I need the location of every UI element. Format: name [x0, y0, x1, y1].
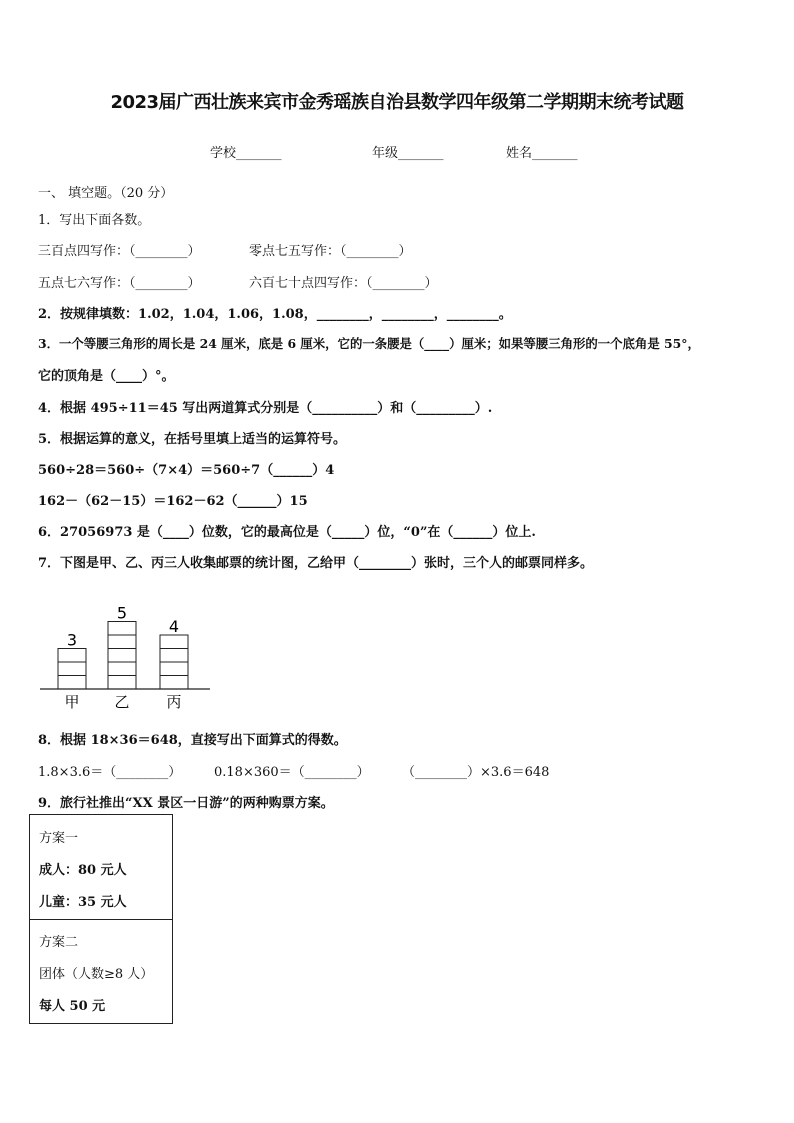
plan1-adult: 成人：80 元人 [39, 863, 127, 878]
q5-b: 162－（62－15）＝162－62（______）15 [38, 494, 308, 509]
bar-cell-乙-2 [108, 662, 136, 676]
q6: 6．27056973 是（____）位数，它的最高位是（_____）位，“0”在（______）位上. [38, 525, 536, 540]
plans-table [29, 814, 173, 1024]
bar-cell-甲-2 [58, 662, 86, 676]
q3-line2: 它的顶角是（____）°。 [38, 369, 175, 384]
bar-cell-甲-3 [58, 649, 86, 663]
q1-stem: 1．写出下面各数。 [38, 213, 151, 228]
plans-divider [30, 919, 172, 920]
bar-cell-乙-1 [108, 676, 136, 690]
bar-cell-丙-1 [160, 676, 188, 690]
plan1-child: 儿童：35 元人 [39, 895, 127, 910]
plan2-title: 方案二 [39, 935, 79, 950]
q5-a: 560÷28＝560÷（7×4）＝560÷7（______）4 [38, 463, 335, 478]
q1-a: 三百点四写作：（________） [38, 244, 201, 259]
bar-cell-丙-2 [160, 662, 188, 676]
bar-cell-乙-5 [108, 622, 136, 636]
name-field[interactable]: 姓名_______ [506, 146, 578, 161]
plan2-group: 团体（人数≥8 人） [39, 967, 154, 982]
q8-c: （________）×3.6＝648 [402, 765, 550, 780]
q1-c: 五点七六写作：（________） [38, 276, 201, 291]
stamp-chart [40, 580, 212, 710]
q2: 2．按规律填数：1.02，1.04，1.06，1.08，________，________，________。 [38, 307, 512, 322]
bar-value-label: 4 [168, 617, 180, 636]
page-title: 2023届广西壮族来宾市金秀瑶族自治县数学四年级第二学期期末统考试题 [110, 92, 684, 113]
bar-cell-乙-4 [108, 635, 136, 649]
bar-value-label: 3 [66, 630, 78, 650]
q5-stem: 5．根据运算的意义，在括号里填上适当的运算符号。 [38, 432, 347, 447]
q9: 9．旅行社推出“XX 景区一日游”的两种购票方案。 [38, 796, 334, 811]
q8-stem: 8．根据 18×36＝648，直接写出下面算式的得数。 [38, 733, 347, 748]
bar-category-label: 丙 [166, 693, 182, 710]
bar-cell-丙-3 [160, 649, 188, 663]
section-heading: 一、 填空题。（20 分） [38, 186, 174, 201]
q4: 4．根据 495÷11＝45 写出两道算式分别是（__________）和（_________）. [38, 401, 493, 416]
q1-d: 六百七十点四写作：（________） [249, 276, 438, 291]
bar-cell-丙-4 [160, 635, 188, 649]
grade-field[interactable]: 年级_______ [372, 146, 444, 161]
q7: 7．下图是甲、乙、丙三人收集邮票的统计图，乙给甲（________）张时，三个人的邮票同样多。 [38, 556, 594, 571]
plan1-title: 方案一 [39, 831, 79, 846]
school-field[interactable]: 学校_______ [210, 146, 282, 161]
bar-category-label: 乙 [114, 693, 130, 710]
q1-b: 零点七五写作：（________） [249, 244, 412, 259]
bar-category-label: 甲 [64, 693, 80, 710]
q8-a: 1.8×3.6＝（________） [38, 765, 182, 780]
bar-cell-甲-1 [58, 676, 86, 690]
bar-cell-乙-3 [108, 649, 136, 663]
q3-line1: 3．一个等腰三角形的周长是 24 厘米，底是 6 厘米，它的一条腰是（____）厘米；如果等腰三角形的一个底角是 55°， [38, 336, 700, 351]
bar-value-label: 5 [116, 603, 128, 623]
q8-b: 0.18×360＝（________） [214, 765, 370, 780]
plan2-price: 每人 50 元 [39, 999, 106, 1014]
